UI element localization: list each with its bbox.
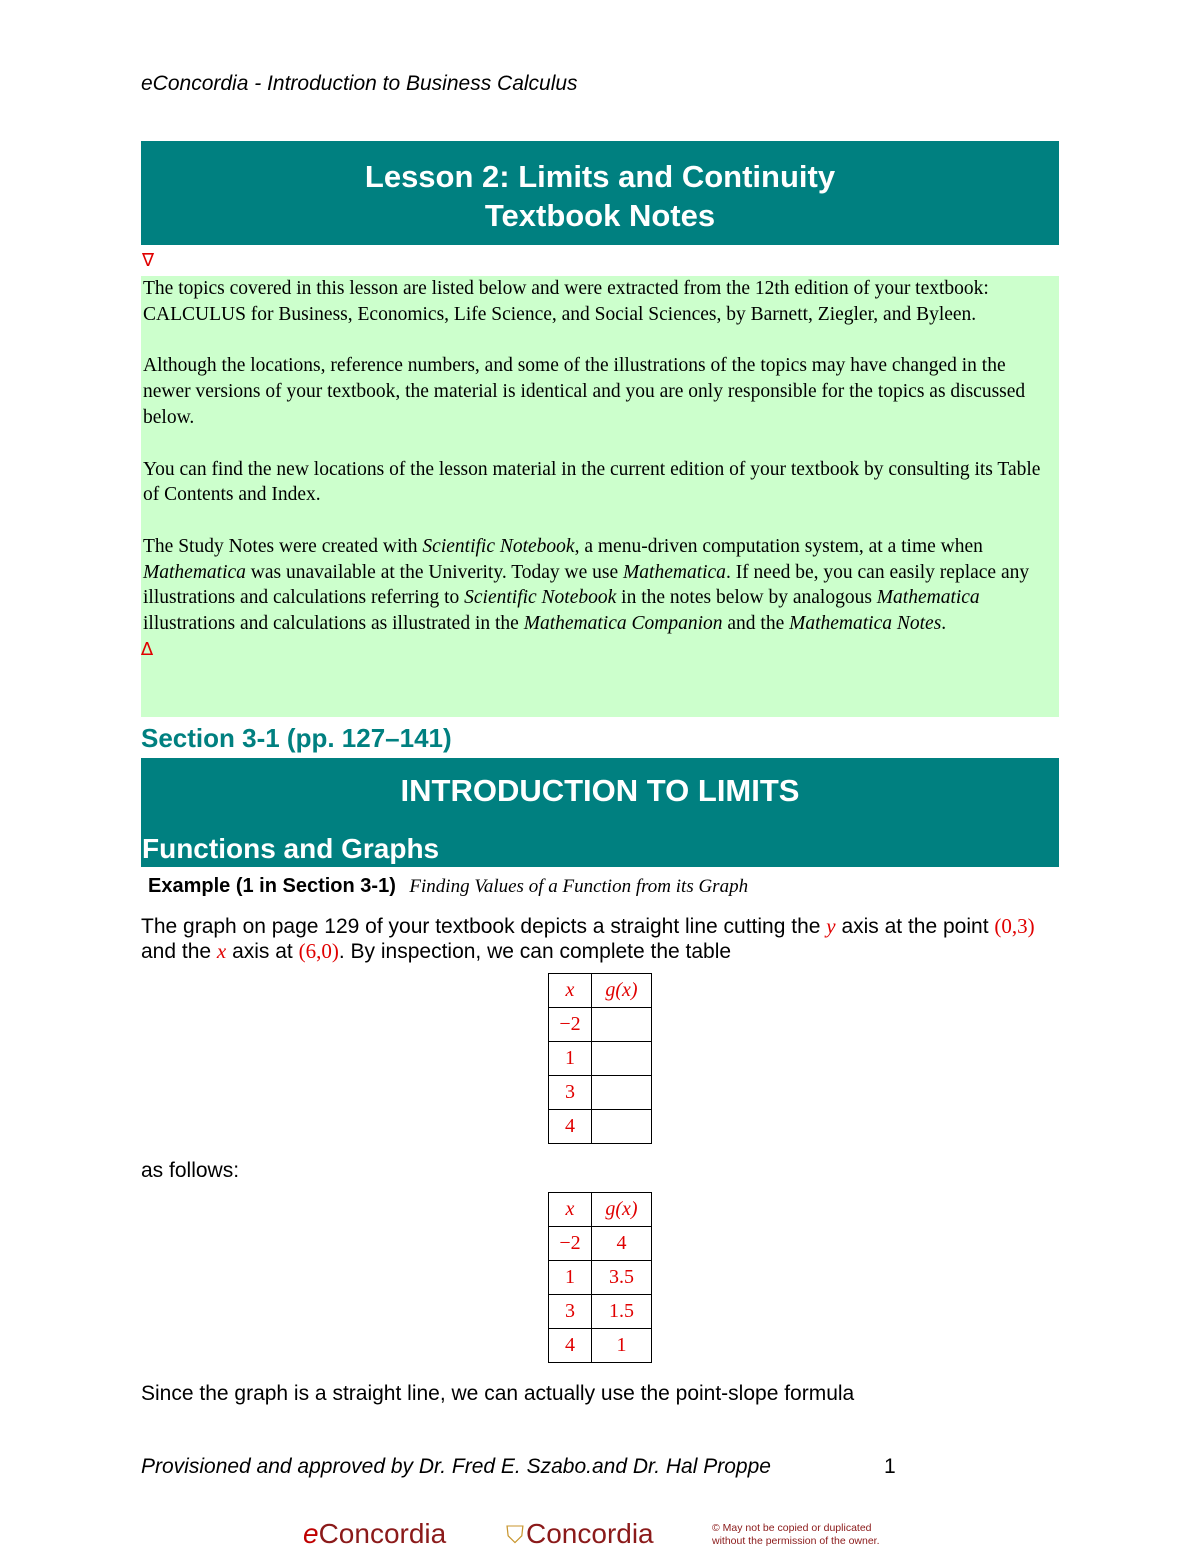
intro-p4-text: was unavailable at the Univerity. Today we use <box>245 561 624 583</box>
intro-p4-text: . <box>941 613 947 635</box>
table-header-cell: x <box>549 1193 592 1227</box>
values-table-empty <box>548 973 652 1144</box>
intro-p4-italic: Mathematica Notes <box>789 613 942 635</box>
intro-p4-text: and the <box>722 613 790 635</box>
paragraph-text: The graph on page 129 of your textbook depicts a straight line cutting the <box>141 915 827 938</box>
table-header-cell: g(x) <box>592 1193 652 1227</box>
document-header: eConcordia - Introduction to Business Calculus <box>141 72 578 95</box>
example-paragraph <box>141 914 1071 964</box>
table-cell: 1.5 <box>592 1295 652 1329</box>
table-cell: 1 <box>549 1261 592 1295</box>
copyright-line-2: without the permission of the owner. <box>712 1535 880 1547</box>
paragraph-text: axis at <box>226 940 299 963</box>
table-row <box>549 1076 652 1110</box>
table-header-cell: x <box>549 974 592 1008</box>
section-heading: Section 3-1 (pp. 127–141) <box>141 723 452 753</box>
table-cell <box>592 1076 652 1110</box>
example-heading <box>148 875 748 898</box>
intro-p4-text: illustrations and calculations as illustrated in the <box>143 613 524 635</box>
intro-paragraph-1: The topics covered in this lesson are listed below and were extracted from the 12th edition of your textbook: CALCULUS for Business, Economics, Life Science, and Social Sciences, by Barnett, Ziegler, and Byleen. <box>143 278 989 325</box>
footer-credit: Provisioned and approved by Dr. Fred E. Szabo.and Dr. Hal Proppe <box>141 1455 771 1478</box>
table-cell <box>592 1042 652 1076</box>
intro-notes-box <box>141 276 1059 717</box>
intro-p4-italic: Mathematica <box>143 561 246 583</box>
page-number: 1 <box>884 1455 896 1478</box>
intro-p4-text: , a menu-driven computation system, at a time when <box>574 535 983 557</box>
lesson-title: Lesson 2: Limits and Continuity <box>364 159 836 194</box>
table-cell: 4 <box>592 1227 652 1261</box>
limits-title: INTRODUCTION TO LIMITS <box>400 773 800 808</box>
lesson-title-banner <box>141 141 1059 245</box>
econcordia-logo-prefix: e <box>303 1518 319 1549</box>
table-cell <box>592 1110 652 1144</box>
limits-banner <box>141 758 1059 867</box>
intro-paragraph-4 <box>141 534 1059 637</box>
intro-p4-italic: Mathematica <box>623 561 726 583</box>
table-cell: 4 <box>549 1110 592 1144</box>
table-row <box>549 1008 652 1042</box>
table-header-row <box>549 1193 652 1227</box>
collapse-down-icon[interactable]: ∇ <box>142 250 155 271</box>
table-cell <box>592 1008 652 1042</box>
concordia-logo <box>506 1518 654 1550</box>
example-ref: (1 in Section 3-1) <box>235 875 396 897</box>
collapse-up-icon[interactable]: ∆ <box>141 638 154 660</box>
math-variable-y: y <box>826 914 836 938</box>
intro-p4-italic: Scientific Notebook <box>464 587 617 609</box>
intro-paragraph-2: Although the locations, reference numbers, and some of the illustrations of the topics may have changed in the newer versions of your textbook, the material is identical and you are only responsible for the topics as discussed below. <box>143 355 1026 428</box>
paragraph-text: and the <box>141 940 217 963</box>
math-variable-x: x <box>216 939 227 963</box>
econcordia-logo <box>303 1518 446 1550</box>
intro-p4-text: The Study Notes were created with <box>143 535 423 557</box>
econcordia-logo-text: Concordia <box>318 1518 447 1549</box>
table-row <box>549 1110 652 1144</box>
table-row <box>549 1295 652 1329</box>
point-slope-text: Since the graph is a straight line, we can actually use the point-slope formula <box>141 1382 855 1405</box>
example-description: Finding Values of a Function from its Graph <box>409 876 749 897</box>
intro-paragraph-3: You can find the new locations of the lesson material in the current edition of your textbook by consulting its Table of Contents and Index. <box>143 458 1041 506</box>
table-row <box>549 1042 652 1076</box>
intro-p4-italic: Scientific Notebook <box>422 535 575 557</box>
table-header-cell: g(x) <box>592 974 652 1008</box>
table-header-row <box>549 974 652 1008</box>
math-point: (6,0) <box>298 939 339 963</box>
copyright-notice <box>712 1522 912 1548</box>
table-row <box>549 1227 652 1261</box>
paragraph-text: axis at the point <box>835 915 995 938</box>
table-row <box>549 1329 652 1363</box>
table-row <box>549 1261 652 1295</box>
concordia-logo-text: Concordia <box>526 1518 654 1549</box>
math-point: (0,3) <box>994 914 1035 938</box>
example-label: Example <box>148 875 231 897</box>
intro-p4-italic: Mathematica Companion <box>523 613 723 635</box>
table-cell: 3 <box>549 1295 592 1329</box>
table-cell: −2 <box>549 1227 592 1261</box>
table-cell: 1 <box>549 1042 592 1076</box>
copyright-line-1: © May not be copied or duplicated <box>712 1522 872 1534</box>
table-cell: 3.5 <box>592 1261 652 1295</box>
intro-p4-text: in the notes below by analogous <box>616 587 877 609</box>
functions-subtitle: Functions and Graphs <box>142 833 440 864</box>
table-cell: 4 <box>549 1329 592 1363</box>
intro-p4-text: . If need be, you can easily replace any illustrations and calculations referring to <box>143 561 1030 609</box>
values-table-filled <box>548 1192 652 1363</box>
as-follows-text: as follows: <box>141 1159 240 1182</box>
lesson-subtitle: Textbook Notes <box>484 198 716 233</box>
intro-p4-italic: Mathematica <box>876 587 980 609</box>
paragraph-text: . By inspection, we can complete the table <box>338 940 732 963</box>
table-cell: 3 <box>549 1076 592 1110</box>
concordia-shield-icon: ⛉ <box>506 1522 524 1549</box>
table-cell: 1 <box>592 1329 652 1363</box>
table-cell: −2 <box>549 1008 592 1042</box>
